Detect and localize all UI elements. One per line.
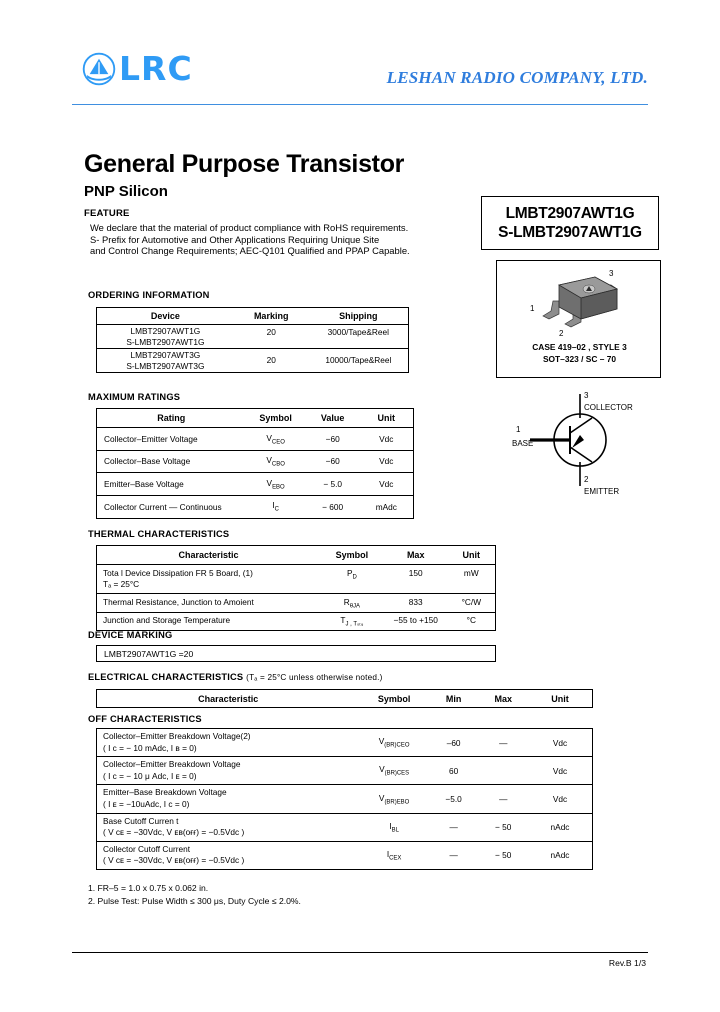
thermal-col-max: Max (384, 546, 448, 565)
table-row (97, 450, 414, 473)
off-symbol-3: $V_{(BR)EBO}$ (359, 785, 428, 813)
page-subtitle: PNP Silicon (84, 183, 168, 200)
max-col-unit: Unit (360, 409, 414, 428)
thermal-char-1 (97, 565, 320, 594)
ordering-col-shipping: Shipping (309, 308, 409, 325)
footnotes (88, 882, 301, 907)
sot323-package-icon (497, 265, 662, 339)
symbol-pin1-label: 1 (516, 425, 521, 434)
part-number-box (481, 196, 659, 250)
max-value-4: − 600 (306, 495, 360, 518)
lrc-sail-logo-icon (82, 52, 116, 86)
off-char-3 (97, 785, 360, 813)
thermal-heading: THERMAL CHARACTERISTICS (88, 529, 230, 539)
ordering-col-marking: Marking (234, 308, 309, 325)
ordering-shipping-2: 10000/Tape&Reel (309, 349, 409, 373)
table-row (97, 612, 496, 631)
off-char-4-line2: ( V ᴄᴇ = −30Vdc, V ᴇʙ(ᴏғғ) = −0.5Vdc ) (103, 827, 245, 838)
table-row (97, 325, 409, 349)
off-unit-3: Vdc (528, 785, 592, 813)
electrical-condition: (Tₐ = 25°C unless otherwise noted.) (246, 673, 383, 682)
off-symbol-2: $V_{(BR)CES}$ (359, 757, 428, 785)
thermal-char-1-line2: Tₐ = 25°C (103, 579, 140, 589)
svg-text:3: 3 (609, 269, 614, 278)
maximum-ratings-table (96, 408, 414, 519)
off-characteristics-table (96, 728, 593, 870)
off-char-5-line1: Collector Cutoff Current (103, 843, 190, 854)
thermal-max-2: 833 (384, 594, 448, 613)
ordering-marking-2: 20 (234, 349, 309, 373)
symbol-pin3-label: 3 (584, 391, 589, 400)
off-unit-5: nAdc (528, 841, 592, 869)
ordering-device-2-line1: LMBT2907AWT3G (130, 350, 201, 360)
package-case-line: CASE 419–02 , STYLE 3 (532, 342, 627, 352)
table-header-row (97, 546, 496, 565)
off-char-2 (97, 757, 360, 785)
symbol-collector-label: COLLECTOR (584, 403, 633, 412)
off-char-2-line2: ( I ᴄ = − 10 μ Adc, I ᴇ = 0) (103, 770, 197, 781)
ec-col-max: Max (494, 693, 512, 704)
feature-line-1: We declare that the material of product compliance with RoHS requirements. (90, 222, 409, 233)
off-max-4: − 50 (478, 813, 528, 841)
ordering-marking-1: 20 (266, 327, 276, 337)
device-marking-box: LMBT2907AWT1G =20 (96, 645, 496, 662)
max-rating-1: Collector–Emitter Voltage (97, 428, 246, 451)
logo-wordmark: LRC (119, 49, 193, 88)
off-char-3-line2: ( I ᴇ = −10uAdc, I ᴄ = 0) (103, 798, 190, 809)
part-number-primary: LMBT2907AWT1G (505, 205, 635, 222)
footnote-1: 1. FR–5 = 1.0 x 0.75 x 0.062 in. (88, 883, 209, 893)
table-row (97, 757, 593, 785)
off-unit-2: Vdc (528, 757, 592, 785)
table-row (97, 565, 496, 594)
thermal-char-3: Junction and Storage Temperature (97, 612, 320, 631)
feature-line-3: and Control Change Requirements; AEC-Q101 Qualified and PPAP Capable. (90, 245, 410, 257)
table-row (97, 594, 496, 613)
off-symbol-5: $I_{CEX}$ (359, 841, 428, 869)
thermal-unit-3: °C (448, 612, 496, 631)
feature-body (90, 222, 480, 257)
off-min-1: –60 (446, 737, 461, 748)
max-col-symbol: Symbol (246, 409, 306, 428)
off-char-1 (97, 729, 360, 757)
off-char-4-line1: Base Cutoff Curren t (103, 815, 179, 826)
off-unit-1: Vdc (552, 737, 568, 748)
max-unit-1: Vdc (360, 428, 414, 451)
ec-col-characteristic: Characteristic (198, 693, 259, 704)
ec-col-unit: Unit (551, 693, 569, 704)
symbol-base-label: BASE (512, 439, 534, 448)
max-value-2: −60 (306, 450, 360, 473)
max-unit-2: Vdc (360, 450, 414, 473)
max-rating-4: Collector Current — Continuous (97, 495, 246, 518)
thermal-col-characteristic: Characteristic (97, 546, 320, 565)
feature-heading: FEATURE (84, 208, 130, 219)
table-row (97, 841, 593, 869)
off-char-5-line2: ( V ᴄᴇ = −30Vdc, V ᴇʙ(ᴏғғ) = −0.5Vdc ) (103, 855, 245, 866)
off-max-3: — (478, 785, 528, 813)
max-unit-4: mAdc (360, 495, 414, 518)
thermal-char-2: Thermal Resistance, Junction to Amoient (97, 594, 320, 613)
table-header-row (97, 409, 414, 428)
device-marking-heading: DEVICE MARKING (88, 630, 173, 640)
off-char-1-line1: Collector–Emitter Breakdown Voltage(2) (103, 731, 251, 741)
max-symbol-3: $V_{EBO}$ (246, 473, 306, 496)
off-min-2: 60 (429, 757, 479, 785)
off-char-4 (97, 813, 360, 841)
electrical-heading (88, 672, 383, 682)
ordering-device-1-line2: S-LMBT2907AWT1G (126, 336, 205, 347)
off-char-5 (97, 841, 360, 869)
table-row (97, 495, 414, 518)
symbol-pin2-label: 2 (584, 475, 589, 484)
thermal-table (96, 545, 496, 631)
package-caption (497, 341, 662, 365)
svg-text:1: 1 (530, 304, 535, 313)
ordering-device-1 (97, 325, 234, 349)
off-char-3-line1: Emitter–Base Breakdown Voltage (103, 787, 227, 798)
thermal-char-1-line1: Tota l Device Dissipation FR 5 Board, (1) (103, 567, 253, 578)
ordering-device-2 (97, 349, 234, 373)
ordering-col-device: Device (97, 308, 234, 325)
feature-line-2: S- Prefix for Automotive and Other Applications Requiring Unique Site (90, 233, 380, 245)
electrical-header-table (96, 689, 593, 708)
off-symbol-1: $V_{(BR)CEO}$ (378, 736, 410, 749)
max-col-value: Value (306, 409, 360, 428)
thermal-col-unit: Unit (448, 546, 496, 565)
svg-text:2: 2 (559, 329, 564, 338)
off-char-2-line1: Collector–Emitter Breakdown Voltage (103, 759, 241, 770)
footer-divider (72, 952, 648, 953)
max-symbol-2: $V_{CBO}$ (246, 450, 306, 473)
package-diagram-box (496, 260, 661, 378)
off-characteristics-heading: OFF CHARACTERISTICS (88, 714, 202, 724)
off-max-1: — (499, 737, 508, 748)
thermal-symbol-2: $R_{\theta JA}$ (320, 594, 384, 613)
max-unit-3: Vdc (360, 473, 414, 496)
ordering-device-1-line1: LMBT2907AWT1G (130, 326, 201, 336)
off-min-3: −5.0 (429, 785, 479, 813)
off-max-2 (478, 757, 528, 785)
page-header (72, 49, 648, 108)
table-header-row (97, 690, 593, 708)
footnote-2: 2. Pulse Test: Pulse Width ≤ 300 μs, Duty Cycle ≤ 2.0%. (88, 895, 301, 906)
max-symbol-4: $I_C$ (246, 495, 306, 518)
table-row (97, 785, 593, 813)
max-col-rating: Rating (97, 409, 246, 428)
ordering-heading: ORDERING INFORMATION (88, 290, 210, 300)
max-symbol-1: $V_{CEO}$ (246, 428, 306, 451)
part-number-automotive: S-LMBT2907AWT1G (498, 224, 642, 241)
ec-col-symbol: Symbol (377, 693, 411, 704)
max-rating-2: Collector–Base Voltage (97, 450, 246, 473)
ec-col-min: Min (445, 693, 462, 704)
off-min-4: — (429, 813, 479, 841)
company-name: LESHAN RADIO COMPANY, LTD. (386, 68, 648, 87)
table-row (97, 729, 593, 757)
header-divider (72, 104, 648, 105)
thermal-symbol-3: $T_{J , T_{st9}}$ (320, 612, 384, 631)
max-rating-3: Emitter–Base Voltage (97, 473, 246, 496)
max-value-1: −60 (306, 428, 360, 451)
thermal-unit-2: °C/W (448, 594, 496, 613)
ordering-shipping-1: 3000/Tape&Reel (327, 327, 389, 337)
table-row (97, 813, 593, 841)
thermal-symbol-1: $P_D$ (320, 565, 384, 594)
off-max-5: − 50 (478, 841, 528, 869)
page-title: General Purpose Transistor (84, 150, 405, 178)
package-type-line: SOT–323 / SC – 70 (542, 354, 617, 364)
table-row (97, 349, 409, 373)
thermal-max-1: 150 (384, 565, 448, 594)
table-header-row (97, 308, 409, 325)
max-value-3: − 5.0 (306, 473, 360, 496)
thermal-max-3: −55 to +150 (384, 612, 448, 631)
company-logo (82, 49, 193, 88)
thermal-unit-1: mW (448, 565, 496, 594)
off-unit-4: nAdc (528, 813, 592, 841)
maximum-ratings-heading: MAXIMUM RATINGS (88, 392, 181, 402)
table-row (97, 473, 414, 496)
off-symbol-4: $I_{BL}$ (359, 813, 428, 841)
off-char-1-line2: ( I ᴄ = − 10 mAdc, I ʙ = 0) (103, 742, 197, 753)
electrical-heading-text: ELECTRICAL CHARACTERISTICS (88, 672, 244, 682)
pnp-transistor-symbol (500, 388, 670, 498)
symbol-emitter-label: EMITTER (584, 487, 620, 496)
table-row (97, 428, 414, 451)
off-min-5: — (429, 841, 479, 869)
ordering-table (96, 307, 409, 373)
ordering-device-2-line2: S-LMBT2907AWT3G (126, 360, 205, 371)
footer-revision: Rev.B 1/3 (608, 958, 646, 968)
thermal-col-symbol: Symbol (320, 546, 384, 565)
